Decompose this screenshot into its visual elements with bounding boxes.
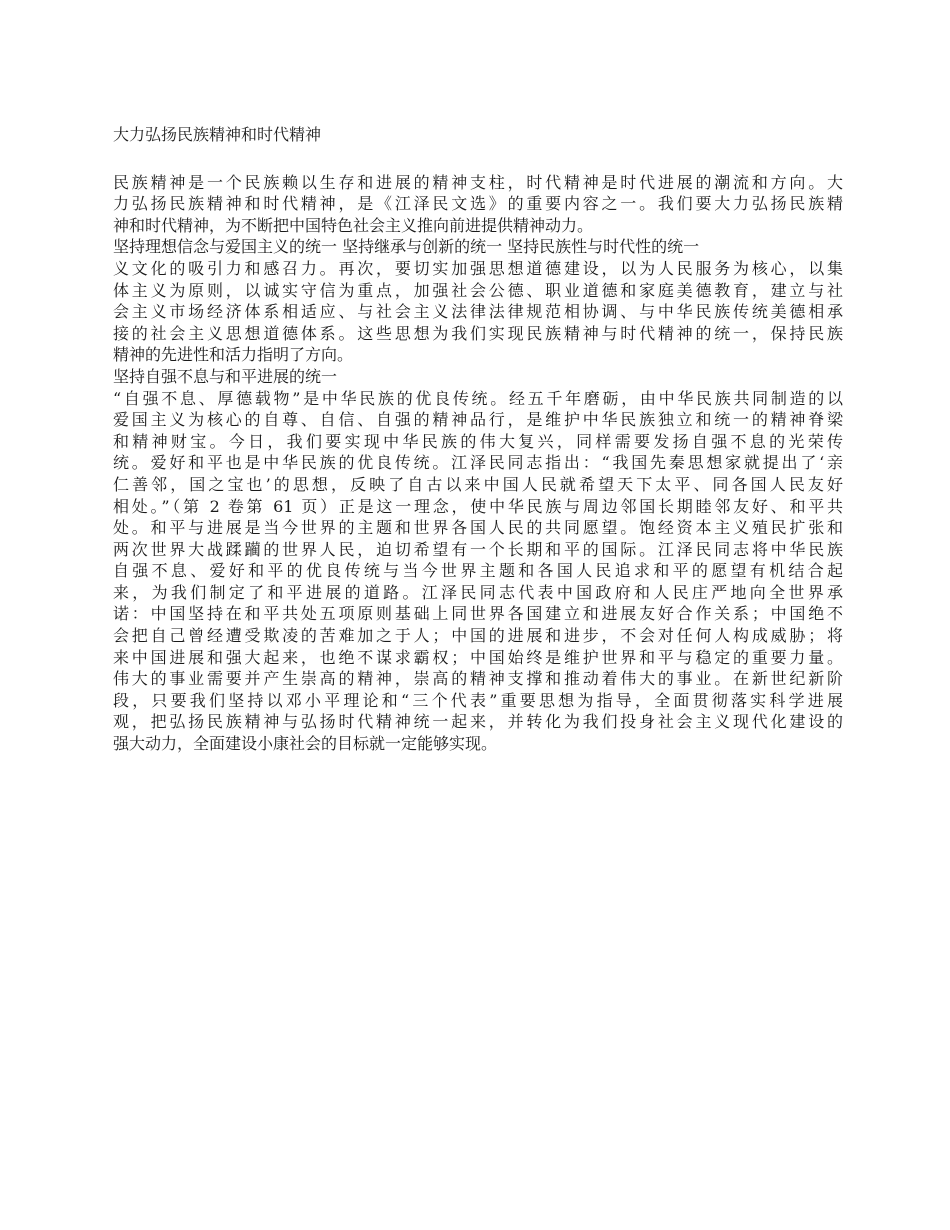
text-line: “自强不息、厚德载物”是中华民族的优良传统。经五千年磨砺，由中华民族共同制造的以 bbox=[113, 388, 843, 408]
text-line: 相处。”（第 2 卷第 61 页）正是这一理念，使中华民族与周边邻国长期睦邻友好、和平共 bbox=[113, 496, 843, 516]
paragraph-moral-construction bbox=[113, 258, 843, 366]
text-line: 来中国进展和强大起来，也绝不谋求霸权；中国始终是维护世界和平与稳定的重要力量。 bbox=[113, 647, 843, 667]
text-line: 精神的先进性和活力指明了方向。 bbox=[113, 345, 354, 365]
text-line: 和精神财宝。今日，我们要实现中华民族的伟大复兴，同样需要发扬自强不息的光荣传 bbox=[113, 431, 843, 451]
text-line: 强大动力，全面建设小康社会的目标就一定能够实现。 bbox=[113, 734, 498, 754]
document-page bbox=[113, 124, 843, 755]
text-line: 伟大的事业需要并产生崇高的精神，崇高的精神支撑和推动着伟大的事业。在新世纪新阶 bbox=[113, 669, 843, 689]
paragraph-peace-development bbox=[113, 388, 843, 755]
text-line: 处。和平与进展是当今世界的主题和世界各国人民的共同愿望。饱经资本主义殖民扩张和 bbox=[113, 518, 843, 538]
text-line: 接的社会主义思想道德体系。这些思想为我们实现民族精神与时代精神的统一，保持民族 bbox=[113, 323, 843, 343]
text-line: 统。爱好和平也是中华民族的优良传统。江泽民同志指出：“我国先秦思想家就提出了‘亲 bbox=[113, 453, 843, 473]
text-line: 两次世界大战蹂躏的世界人民，迫切希望有一个长期和平的国际。江泽民同志将中华民族 bbox=[113, 539, 843, 559]
text-line: 诺：中国坚持在和平共处五项原则基础上同世界各国建立和进展友好合作关系；中国绝不 bbox=[113, 604, 843, 624]
text-line: 段，只要我们坚持以邓小平理论和“三个代表”重要思想为指导，全面贯彻落实科学进展 bbox=[113, 690, 843, 710]
section-heading: 坚持自强不息与和平进展的统一 bbox=[113, 366, 338, 386]
text-line: 力弘扬民族精神和时代精神，是《江泽民文选》的重要内容之一。我们要大力弘扬民族精 bbox=[113, 194, 843, 214]
intro-paragraph bbox=[113, 172, 843, 237]
text-line: 会主义市场经济体系相适应、与社会主义法律法律规范相协调、与中华民族传统美德相承 bbox=[113, 302, 843, 322]
text-line: 体主义为原则，以诚实守信为重点，加强社会公德、职业道德和家庭美德教育，建立与社 bbox=[113, 280, 843, 300]
text-line: 观，把弘扬民族精神与弘扬时代精神统一起来，并转化为我们投身社会主义现代化建设的 bbox=[113, 712, 843, 732]
text-line: 会把自己曾经遭受欺凌的苦难加之于人；中国的进展和进步，不会对任何人构成威胁；将 bbox=[113, 626, 843, 646]
text-line: 义文化的吸引力和感召力。再次，要切实加强思想道德建设，以为人民服务为核心，以集 bbox=[113, 258, 843, 278]
document-title: 大力弘扬民族精神和时代精神 bbox=[113, 125, 322, 144]
text-line: 民族精神是一个民族赖以生存和进展的精神支柱，时代精神是时代进展的潮流和方向。大 bbox=[113, 172, 843, 192]
text-line: 仁善邻，国之宝也’的思想，反映了自古以来中国人民就希望天下太平、同各国人民友好 bbox=[113, 474, 843, 494]
text-line: 神和时代精神，为不断把中国特色社会主义推向前进提供精神动力。 bbox=[113, 215, 594, 235]
text-line: 来，为我们制定了和平进展的道路。江泽民同志代表中国政府和人民庄严地向全世界承 bbox=[113, 582, 843, 602]
section-headings-line: 坚持理想信念与爱国主义的统一 坚持继承与创新的统一 坚持民族性与时代性的统一 bbox=[113, 237, 700, 257]
text-line: 自强不息、爱好和平的优良传统与当今世界主题和各国人民追求和平的愿望有机结合起 bbox=[113, 561, 843, 581]
text-line: 爱国主义为核心的自尊、自信、自强的精神品行，是维护中华民族独立和统一的精神脊梁 bbox=[113, 410, 843, 430]
